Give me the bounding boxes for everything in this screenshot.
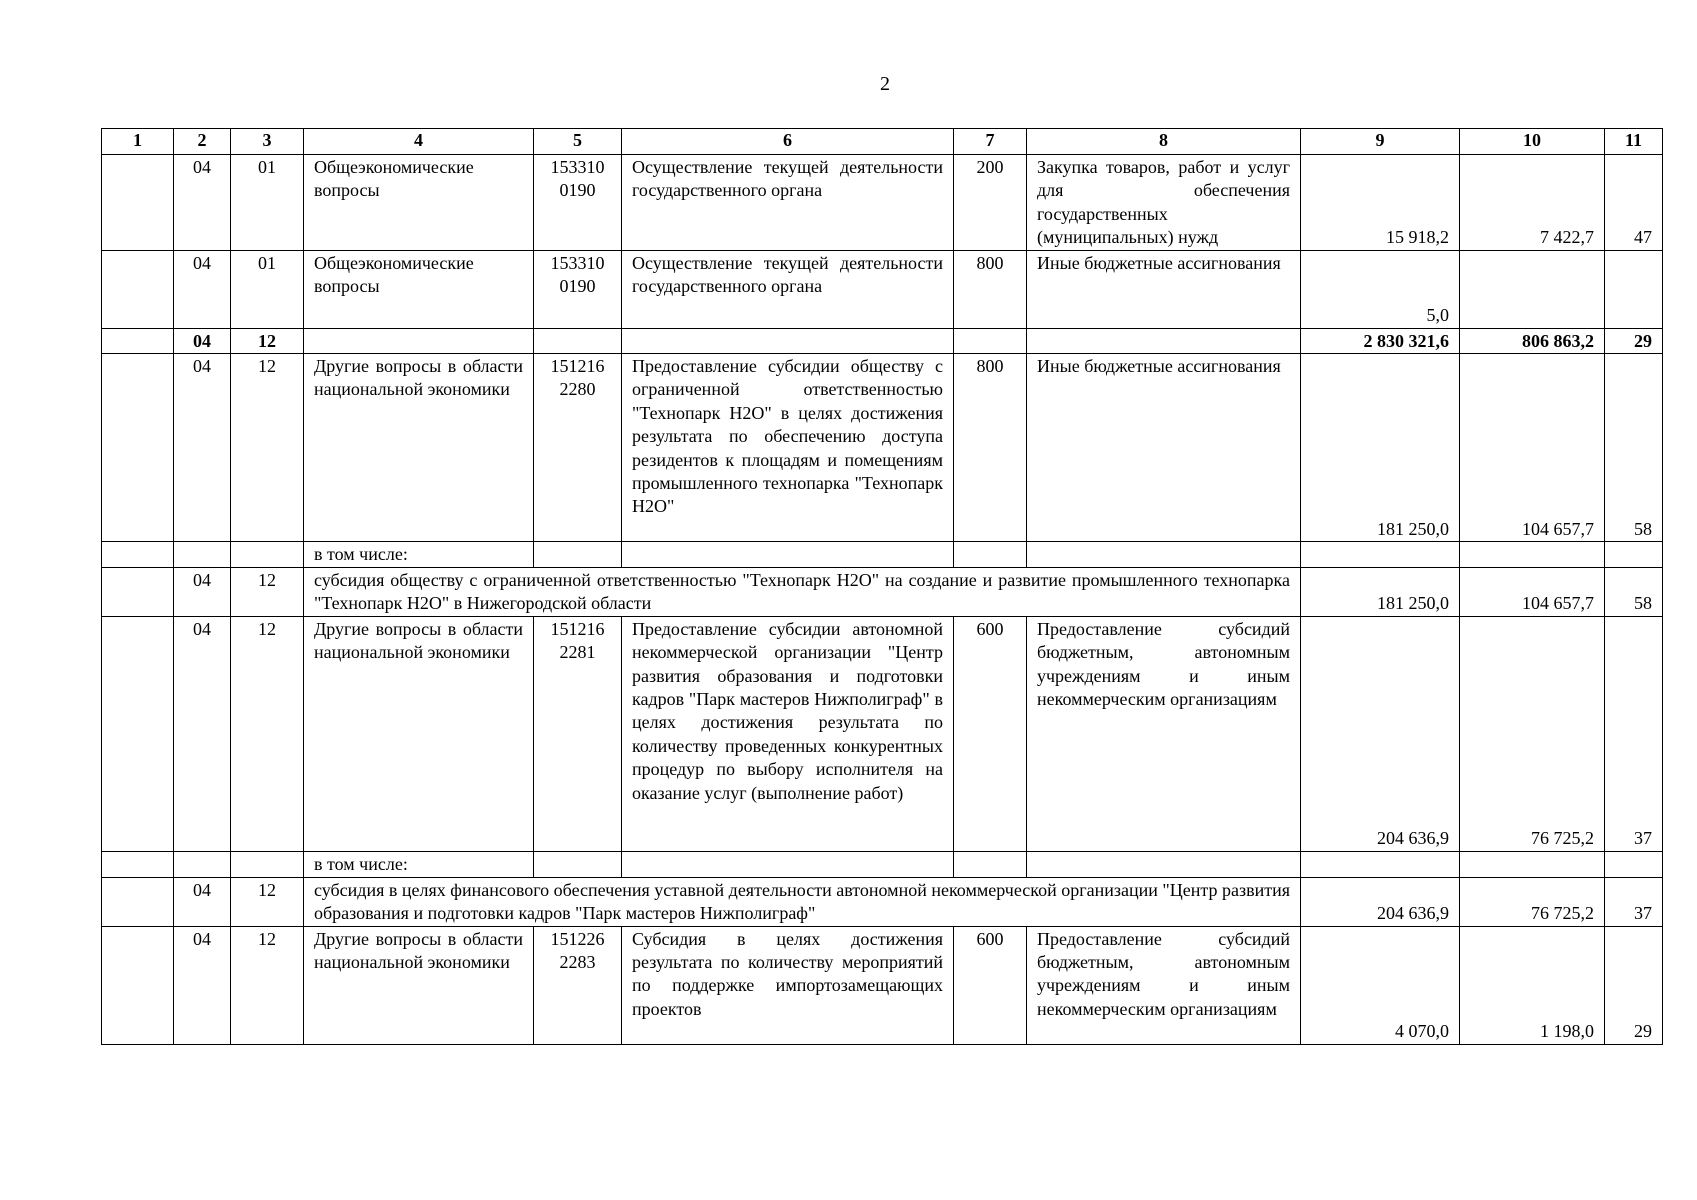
cell-plan: 181 250,0: [1301, 568, 1460, 617]
column-header: 11: [1605, 129, 1663, 155]
cell-section: [174, 542, 231, 568]
cell-subsection: 12: [231, 328, 304, 353]
cell-col1: [102, 155, 174, 251]
cell-col1: [102, 568, 174, 617]
cell-target-name: Предоставление субсидии обществу с ограниченной ответственностью "Технопарк Н2О" в целях достижения результата по обеспечению доступа резидентов к площадям и помещениям промышленного технопарка "Технопарк Н2О": [622, 354, 954, 542]
cell-section-name: [304, 328, 534, 353]
cell-section: 04: [174, 155, 231, 251]
cell-plan: 204 636,9: [1301, 616, 1460, 851]
cell-percent: [1605, 250, 1663, 328]
cell-section-name: Общеэкономические вопросы: [304, 155, 534, 251]
cell-actual: 104 657,7: [1460, 568, 1605, 617]
column-header: 2: [174, 129, 231, 155]
cell-col1: [102, 250, 174, 328]
cell-actual: 806 863,2: [1460, 328, 1605, 353]
cell-expense-name: Иные бюджетные ассигнования: [1027, 250, 1301, 328]
cell-expense-name: Предоставление субсидий бюджетным, автономным учреждениям и иным некоммерческим организациям: [1027, 926, 1301, 1044]
cell-target-name: Предоставление субсидии автономной некоммерческой организации "Центр развития образования и подготовки кадров "Парк мастеров Нижполиграф" в целях достижения результата по количеству проведенных конкурентных процедур по выбору исполнителя на оказание услуг (выполнение работ): [622, 616, 954, 851]
cell-expense-name: [1027, 542, 1301, 568]
cell-target-name: Субсидия в целях достижения результата по количеству мероприятий по поддержке импортозамещающих проектов: [622, 926, 954, 1044]
cell-section: 04: [174, 250, 231, 328]
cell-subsection: [231, 542, 304, 568]
cell-target-code: [534, 851, 622, 877]
column-header: 5: [534, 129, 622, 155]
cell-percent: 37: [1605, 877, 1663, 926]
including-row: [102, 542, 1663, 568]
table-row: [102, 568, 1663, 617]
cell-actual: 1 198,0: [1460, 926, 1605, 1044]
table-row: [102, 155, 1663, 251]
page-number: 2: [880, 73, 890, 95]
cell-expense-name: [1027, 328, 1301, 353]
cell-plan: 181 250,0: [1301, 354, 1460, 542]
cell-section: 04: [174, 328, 231, 353]
cell-subsection: 12: [231, 877, 304, 926]
cell-expense-name: [1027, 851, 1301, 877]
cell-section: [174, 851, 231, 877]
column-header: 6: [622, 129, 954, 155]
cell-section: 04: [174, 616, 231, 851]
including-row: [102, 851, 1663, 877]
cell-subsection: 12: [231, 568, 304, 617]
cell-col1: [102, 542, 174, 568]
cell-expense-type: 600: [954, 926, 1027, 1044]
cell-target-name: [622, 328, 954, 353]
cell-actual: 76 725,2: [1460, 877, 1605, 926]
cell-merged-description: субсидия обществу с ограниченной ответственностью "Технопарк Н2О" на создание и развитие промышленного технопарка "Технопарк Н2О" в Нижегородской области: [304, 568, 1301, 617]
cell-target-code: 153310 0190: [534, 250, 622, 328]
cell-target-name: [622, 542, 954, 568]
cell-plan: [1301, 851, 1460, 877]
cell-section-name: Другие вопросы в области национальной экономики: [304, 354, 534, 542]
cell-actual: [1460, 250, 1605, 328]
table-row: [102, 926, 1663, 1044]
cell-section: 04: [174, 354, 231, 542]
cell-percent: [1605, 542, 1663, 568]
cell-actual: 104 657,7: [1460, 354, 1605, 542]
cell-plan: 4 070,0: [1301, 926, 1460, 1044]
cell-actual: [1460, 851, 1605, 877]
table-row: [102, 616, 1663, 851]
cell-percent: 47: [1605, 155, 1663, 251]
cell-merged-description: субсидия в целях финансового обеспечения уставной деятельности автономной некоммерческой организации "Центр развития образования и подготовки кадров "Парк мастеров Нижполиграф": [304, 877, 1301, 926]
cell-subsection: 01: [231, 155, 304, 251]
cell-section-name: Другие вопросы в области национальной экономики: [304, 616, 534, 851]
cell-target-name: Осуществление текущей деятельности государственного органа: [622, 155, 954, 251]
table-row: [102, 250, 1663, 328]
cell-percent: 58: [1605, 568, 1663, 617]
cell-expense-name: Закупка товаров, работ и услуг для обеспечения государственных (муниципальных) нужд: [1027, 155, 1301, 251]
cell-subsection: 01: [231, 250, 304, 328]
cell-percent: 29: [1605, 328, 1663, 353]
column-header: 7: [954, 129, 1027, 155]
column-header: 10: [1460, 129, 1605, 155]
cell-col1: [102, 926, 174, 1044]
header-row: [102, 129, 1663, 155]
cell-col1: [102, 328, 174, 353]
cell-expense-name: Предоставление субсидий бюджетным, автономным учреждениям и иным некоммерческим организациям: [1027, 616, 1301, 851]
cell-target-code: [534, 328, 622, 353]
cell-plan: [1301, 542, 1460, 568]
cell-target-name: Осуществление текущей деятельности государственного органа: [622, 250, 954, 328]
cell-percent: 29: [1605, 926, 1663, 1044]
cell-subsection: 12: [231, 354, 304, 542]
cell-plan: 2 830 321,6: [1301, 328, 1460, 353]
cell-actual: 7 422,7: [1460, 155, 1605, 251]
cell-actual: 76 725,2: [1460, 616, 1605, 851]
cell-target-code: 151216 2280: [534, 354, 622, 542]
cell-including-label: в том числе:: [304, 851, 534, 877]
column-header: 1: [102, 129, 174, 155]
cell-section-name: Общеэкономические вопросы: [304, 250, 534, 328]
cell-col1: [102, 877, 174, 926]
cell-percent: [1605, 851, 1663, 877]
cell-expense-type: [954, 542, 1027, 568]
cell-subsection: 12: [231, 926, 304, 1044]
table-row: [102, 877, 1663, 926]
cell-actual: [1460, 542, 1605, 568]
cell-section: 04: [174, 877, 231, 926]
column-header: 3: [231, 129, 304, 155]
cell-subsection: [231, 851, 304, 877]
cell-plan: 15 918,2: [1301, 155, 1460, 251]
cell-target-code: [534, 542, 622, 568]
cell-target-code: 153310 0190: [534, 155, 622, 251]
column-header: 4: [304, 129, 534, 155]
cell-expense-type: [954, 328, 1027, 353]
cell-section-name: Другие вопросы в области национальной экономики: [304, 926, 534, 1044]
subtotal-row: [102, 328, 1663, 353]
column-header: 8: [1027, 129, 1301, 155]
cell-col1: [102, 354, 174, 542]
cell-including-label: в том числе:: [304, 542, 534, 568]
cell-percent: 37: [1605, 616, 1663, 851]
cell-plan: 5,0: [1301, 250, 1460, 328]
cell-expense-type: 200: [954, 155, 1027, 251]
cell-expense-type: 800: [954, 354, 1027, 542]
budget-table: [101, 128, 1663, 1045]
cell-section: 04: [174, 568, 231, 617]
column-header: 9: [1301, 129, 1460, 155]
cell-expense-type: 800: [954, 250, 1027, 328]
cell-col1: [102, 616, 174, 851]
cell-col1: [102, 851, 174, 877]
cell-percent: 58: [1605, 354, 1663, 542]
cell-expense-type: [954, 851, 1027, 877]
cell-target-code: 151226 2283: [534, 926, 622, 1044]
cell-expense-type: 600: [954, 616, 1027, 851]
cell-expense-name: Иные бюджетные ассигнования: [1027, 354, 1301, 542]
cell-subsection: 12: [231, 616, 304, 851]
table-row: [102, 354, 1663, 542]
cell-section: 04: [174, 926, 231, 1044]
cell-plan: 204 636,9: [1301, 877, 1460, 926]
cell-target-code: 151216 2281: [534, 616, 622, 851]
cell-target-name: [622, 851, 954, 877]
